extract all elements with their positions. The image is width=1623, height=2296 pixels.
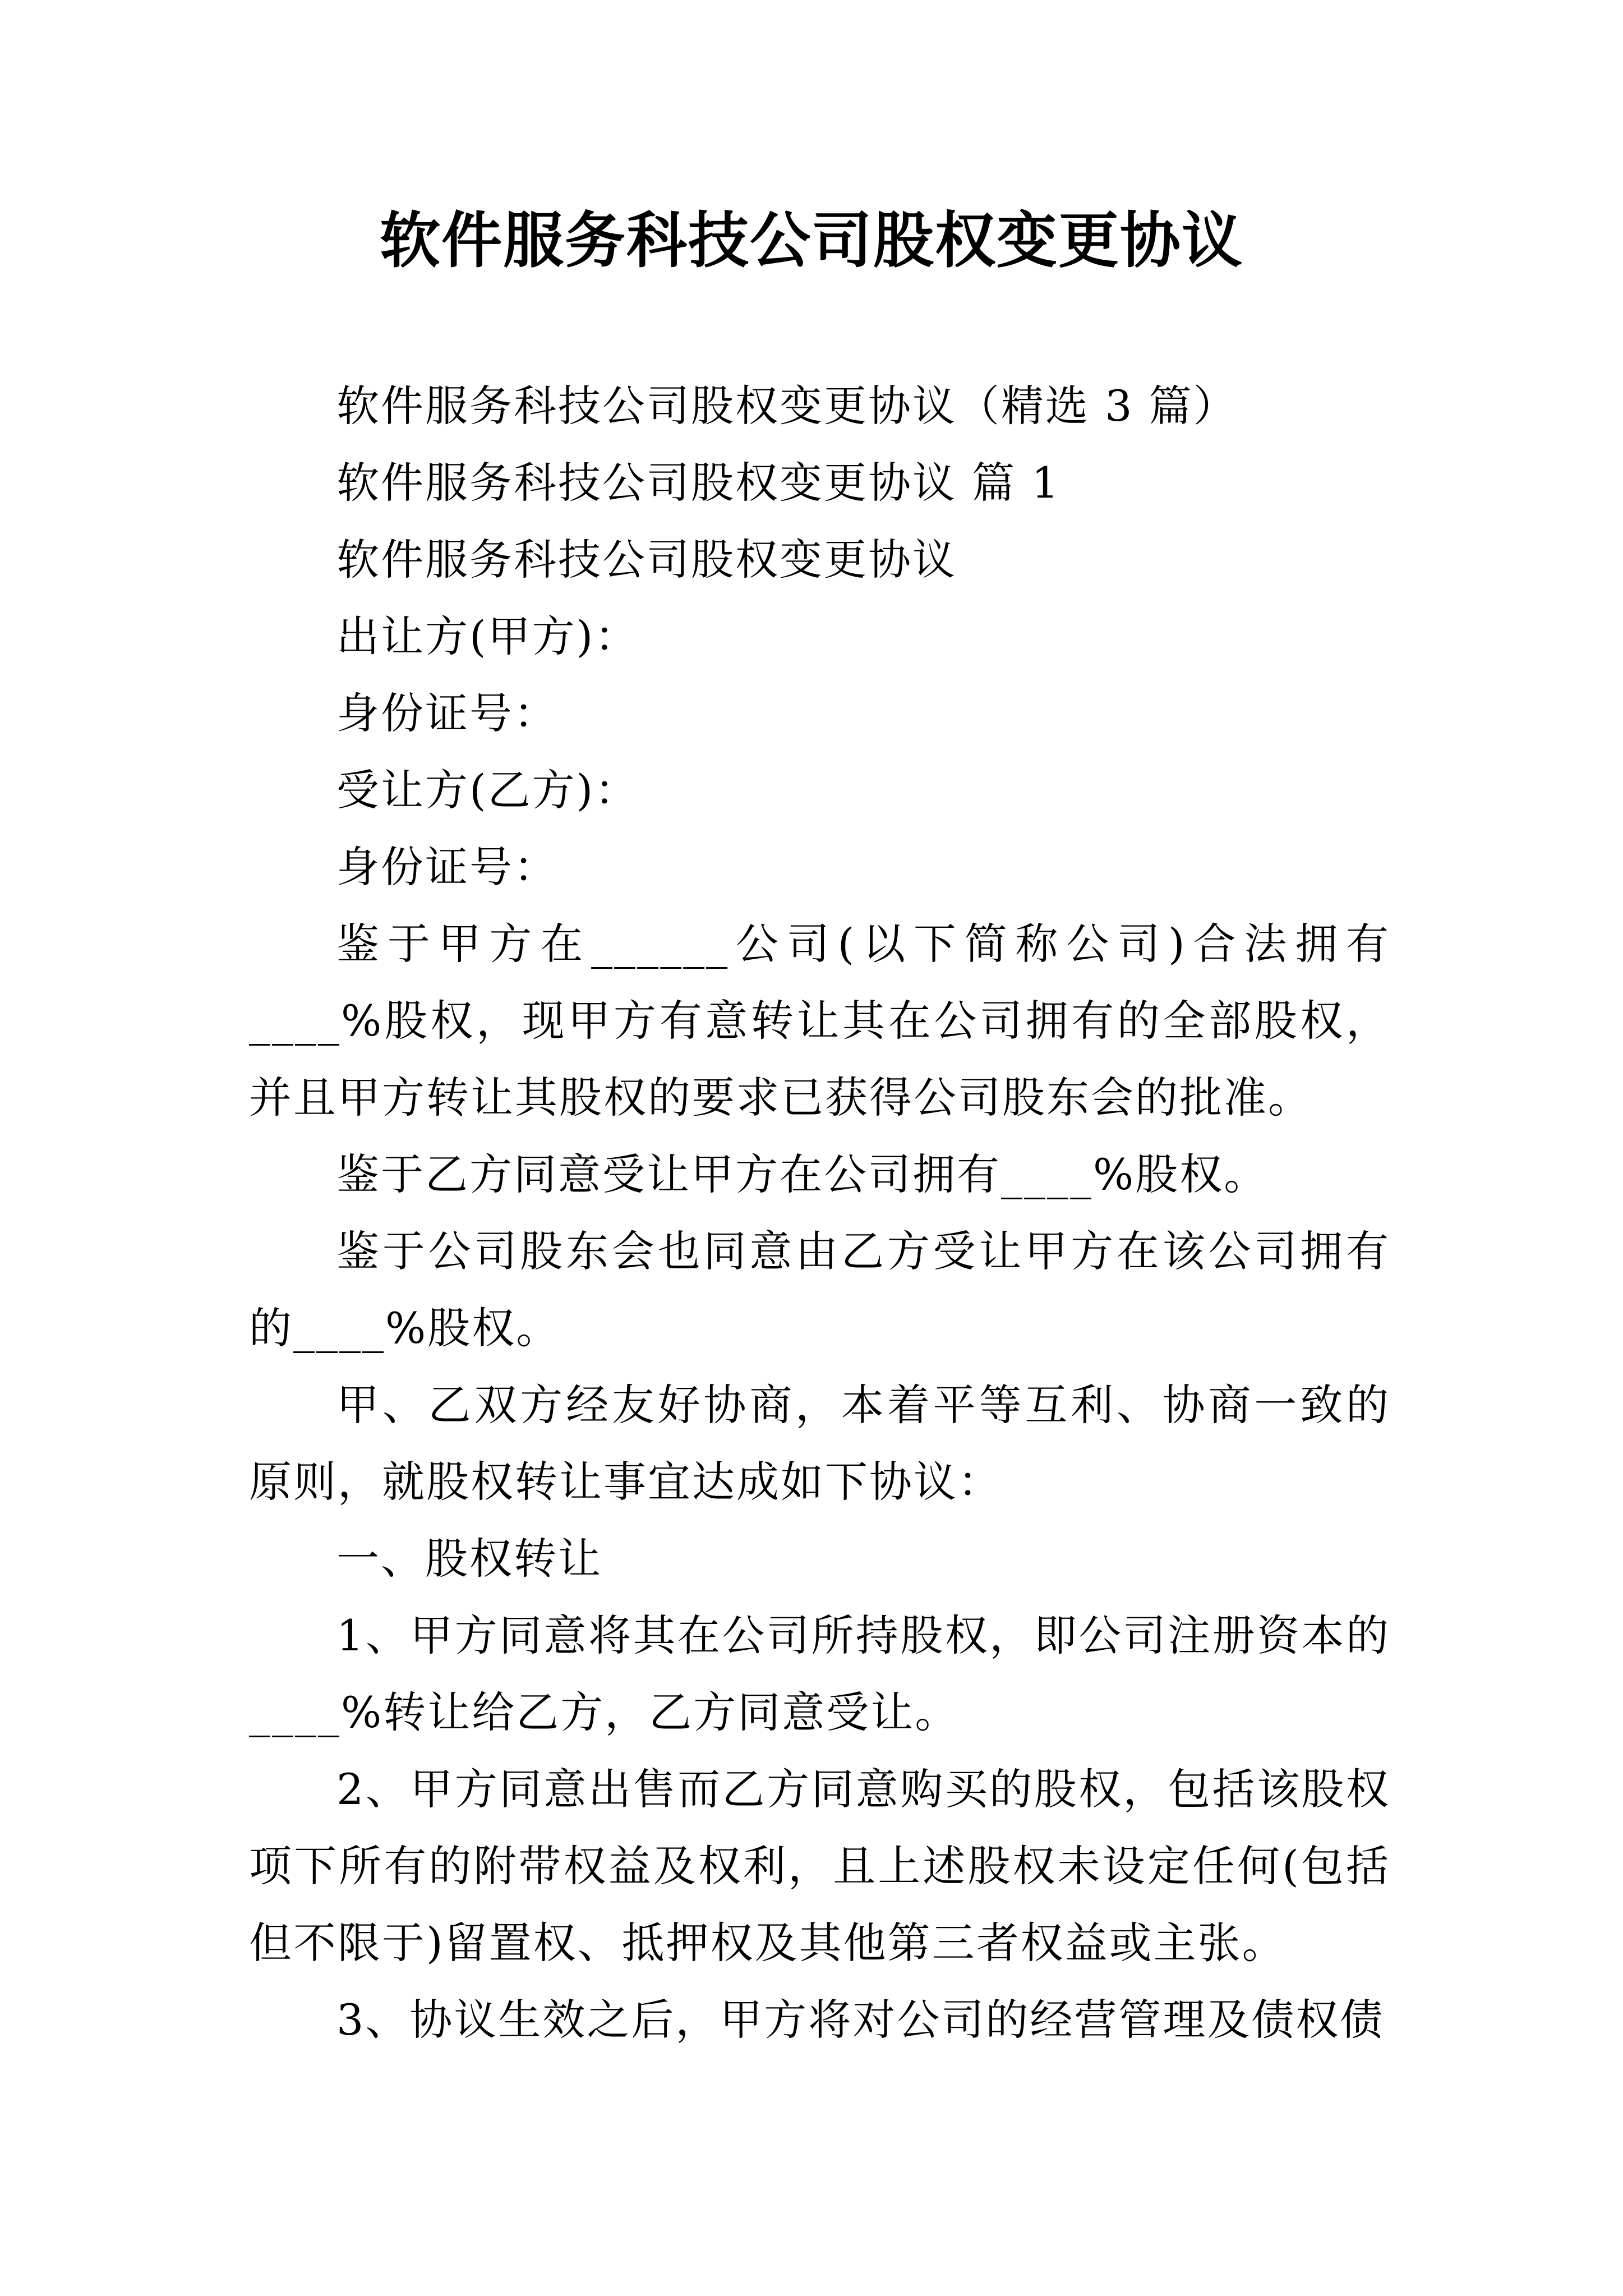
section-heading-equity-transfer: 一、股权转让 [336, 1534, 602, 1584]
paragraph-transferee-id: 身份证号： [336, 842, 558, 892]
document-body [249, 367, 1390, 2058]
paragraph-recital-3: 鉴于公司股东会也同意由乙方受让甲方在该公司拥有的____%股权。 [249, 1226, 1390, 1353]
paragraph-transferee: 受让方(乙方)： [336, 765, 639, 815]
document-title: 软件服务科技公司股权变更协议 [379, 206, 1243, 276]
paragraph-recital-1: 鉴于甲方在______公司(以下简称公司)合法拥有____%股权，现甲方有意转让其在公司拥有的全部股权，并且甲方转让其股权的要求已获得公司股东会的批准。 [249, 919, 1390, 1122]
paragraph-transferor: 出让方(甲方)： [336, 611, 639, 661]
paragraph-part-heading: 软件服务科技公司股权变更协议 篇 1 [336, 458, 1061, 508]
paragraph-transferor-id: 身份证号： [336, 688, 558, 738]
clause-2: 2、甲方同意出售而乙方同意购买的股权，包括该股权项下所有的附带权益及权利，且上述股权未设定任何(包括但不限于)留置权、抵押权及其他第三者权益或主张。 [249, 1764, 1390, 1968]
paragraph-subtitle: 软件服务科技公司股权变更协议（精选 3 篇） [336, 381, 1238, 431]
clause-1: 1、甲方同意将其在公司所持股权，即公司注册资本的____%转让给乙方，乙方同意受让。 [249, 1611, 1390, 1737]
paragraph-recital-2: 鉴于乙方同意受让甲方在公司拥有____%股权。 [336, 1149, 1269, 1199]
paragraph-agreement-name: 软件服务科技公司股权变更协议 [336, 535, 957, 585]
clause-3: 3、协议生效之后，甲方将对公司的经营管理及债权债 [336, 1995, 1385, 2045]
paragraph-consensus: 甲、乙双方经友好协商，本着平等互利、协商一致的原则，就股权转让事宜达成如下协议： [249, 1380, 1390, 1507]
